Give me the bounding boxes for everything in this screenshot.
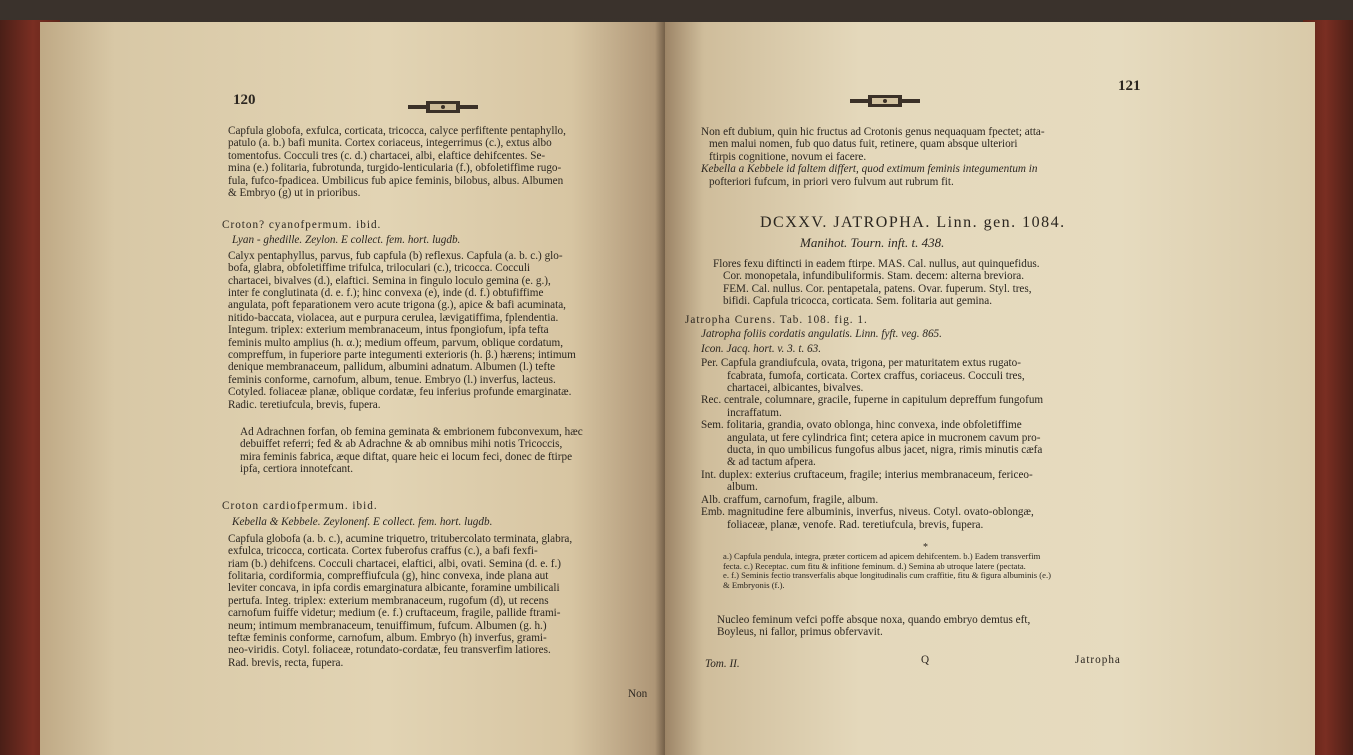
- left-page: [40, 22, 665, 755]
- header-ornament-right: [850, 94, 920, 108]
- left-paragraph-1: Capfula globofa, exfulca, corticata, tricocca, calyce perfiftente pentaphyllo, patulo (a. b.) bafi munita. Cortex coriaceus, integerrimus (c.), extus albo tomentofus. Cocculi tres (c. d.) chartacei, albi, elaftice dehifcentes. Se- mina (e.) folitaria, fubrotunda, turgido-lenticularia (f.), obfoletiffime rugo- fula, fufco-fpadicea. Umbilicus fub apice feminis, bilobus, albus. Albumen & Embryo (g) ut in prioribus.: [228, 125, 566, 200]
- left-paragraph-4: Croton cardiofpermum. ibid. Kebella & Kebbele. Zeylonenf. E collect. fem. hort. lugdb. Capfula globofa (a. b. c.), acumine triquetro, tritubercolato terminata, glabra, exfulca, tricocca, corticata. Cortex fuberofus craffus (c.), a bafi fexfi- riam (b.) dehifcens. Cocculi chartacei, elaftici, albi, ovati. Semina (d. e. f.) folitaria, cordiformia, compreffiufcula (g), hinc convexa, inde plana aut leviter concava, in ipfa cordis emarginatura albicante, foramine umbilicali pertufa. Integ. triplex: exterium membranaceum, rugofum (d), ut recens carnofum fuiffe videtur; medium (e. f.) cruftaceum, fragile, pallide ftrami- neum; intimum membranaceum, tenuiffimum, fufcum. Albumen (g. h.) teftæ feminis conforme, carnofum, album. Embryo (h) inverfus, grami- neo-viridis. Cotyl. foliaceæ, rotundato-cordatæ, feu transverfim latiores. Rad. brevis, recta, fupera.: [222, 500, 573, 669]
- catchword-right: Jatropha: [1075, 654, 1121, 666]
- signature-mark: Q: [921, 654, 930, 666]
- right-page: [665, 22, 1315, 755]
- footnotes: a.) Capfula pendula, integra, præter corticem ad apicem dehifcentem. b.) Eadem transverfim fecta. c.) Receptac. cum fitu & infitione feminum. d.) Semina ab utroque latere (pectata. e. f.) Seminis fectio transverfalis abque longitudinalis cum craffitie, fitu & figura albuminis (e.) & Embryonis (f.).: [723, 551, 1051, 590]
- section-subtitle: Manihot. Tourn. inft. t. 438.: [800, 235, 945, 250]
- header-ornament-left: [408, 100, 478, 114]
- page-number-left: 120: [233, 92, 256, 108]
- section-title: DCXXV. JATROPHA. Linn. gen. 1084.: [760, 214, 1066, 231]
- left-paragraph-2: Croton? cyanofpermum. ibid. Lyan - ghedille. Zeylon. E collect. fem. hort. lugdb. Calyx pentaphyllus, parvus, fub capfula (b) reflexus. Capfula (a. b. c.) glo- bofa, glabra, obfoletiffime trifulca, triloculari (c.), tricocca. Cocculi chartacei, bivalves (d.), elaftici. Semina in fingulo loculo gemina (e. g.), inter fe conglutinata (d. e. f.); hinc convexa (e), inde (d. f.) obtufiffime angulata, poft feparationem vero acute trigona (g.), apice & bafi acuminata, nitido-baccata, violacea, aut e purpura cerulea, lævigatiffima, fplendentia. Integum. triplex: exterium membranaceum, intus fpongiofum, ipfa tefta feminis multo amplius (h. α.); medium offeum, parvum, oblique cordatum, compreffum, in fuperiore parte integumenti exterioris (h. β.) hærens; intimum denique membranaceum, pallidum, albumini adnatum. Albumen (l.) tefte feminis conforme, carnofum, album, tenue. Embryo (l.) inverfus, lacteus. Cotyled. foliaceæ planæ, oblique cordatæ, feu inferius profunde emarginatæ. Radic. teretiufcula, brevis, fupera.: [222, 219, 576, 411]
- closing-paragraph: Nucleo feminum vefci poffe absque noxa, quando embryo demtus eft, Boyleus, ni fallor, primus obfervavit.: [717, 614, 1031, 639]
- genus-description: Flores fexu diftincti in eadem ftirpe. MAS. Cal. nullus, aut quinquefidus. Cor. monopetala, infundibuliformis. Stam. decem: alterna breviora. FEM. Cal. nullus. Cor. pentapetala, patens. Ovar. fuperum. Styl. tres, bifidi. Capfula tricocca, corticata. Sem. folitaria aut gemina.: [713, 258, 1040, 308]
- left-paragraph-3: Ad Adrachnen forfan, ob femina geminata & embrionem fubconvexum, hæc debuiffet referri; fed & ab Adrachne & ab omnibus mihi notis Tricoccis, mira feminis fabrica, æque diftat, quare heic ei locum feci, donec de ftirpe ipfa, certiora innotefcant.: [240, 426, 583, 476]
- catchword-left: Non: [628, 688, 648, 700]
- page-number-right: 121: [1118, 78, 1141, 94]
- footnote-marker: *: [923, 542, 928, 553]
- species-description: Jatropha Curens. Tab. 108. fig. 1. Jatropha foliis cordatis angulatis. Linn. fyft. veg. 865. Icon. Jacq. hort. v. 3. t. 63. Per. Capfula grandiufcula, ovata, trigona, per maturitatem extus rugato- fcabrata, fumofa, corticata. Cortex craffus, coriaceus. Cocculi tres, chartacei, albicantes, bivalves. Rec. centrale, columnare, gracile, fuperne in capitulum depreffum fungofum incraffatum. Sem. folitaria, grandia, ovato oblonga, hinc convexa, inde obfoletiffime angulata, ut fere cylindrica fint; cetera apice in mucronem cavum pro- ducta, in quo umbilicus fungofus albus jacet, nigra, rimis minutis cæfa & ad tactum afpera. Int. duplex: exterius cruftaceum, fragile; interius membranaceum, fericeo- album. Alb. craffum, carnofum, fragile, album. Emb. magnitudine fere albuminis, inverfus, niveus. Cotyl. ovato-oblongæ, foliaceæ, planæ, venofe. Rad. teretiufcula, brevis, fupera.: [685, 314, 1044, 531]
- footer-volume: Tom. II.: [705, 658, 740, 670]
- right-intro: Non eft dubium, quin hic fructus ad Crotonis genus nequaquam fpectet; atta- men malui nomen, fub quo datus fuit, retinere, quam absque ulteriori ftirpis cognitione, novum ei facere. Kebella a Kebbele id faltem differt, quod extimum feminis integumentum in pofteriori fufcum, in priori vero fulvum aut rubrum fit.: [701, 126, 1045, 188]
